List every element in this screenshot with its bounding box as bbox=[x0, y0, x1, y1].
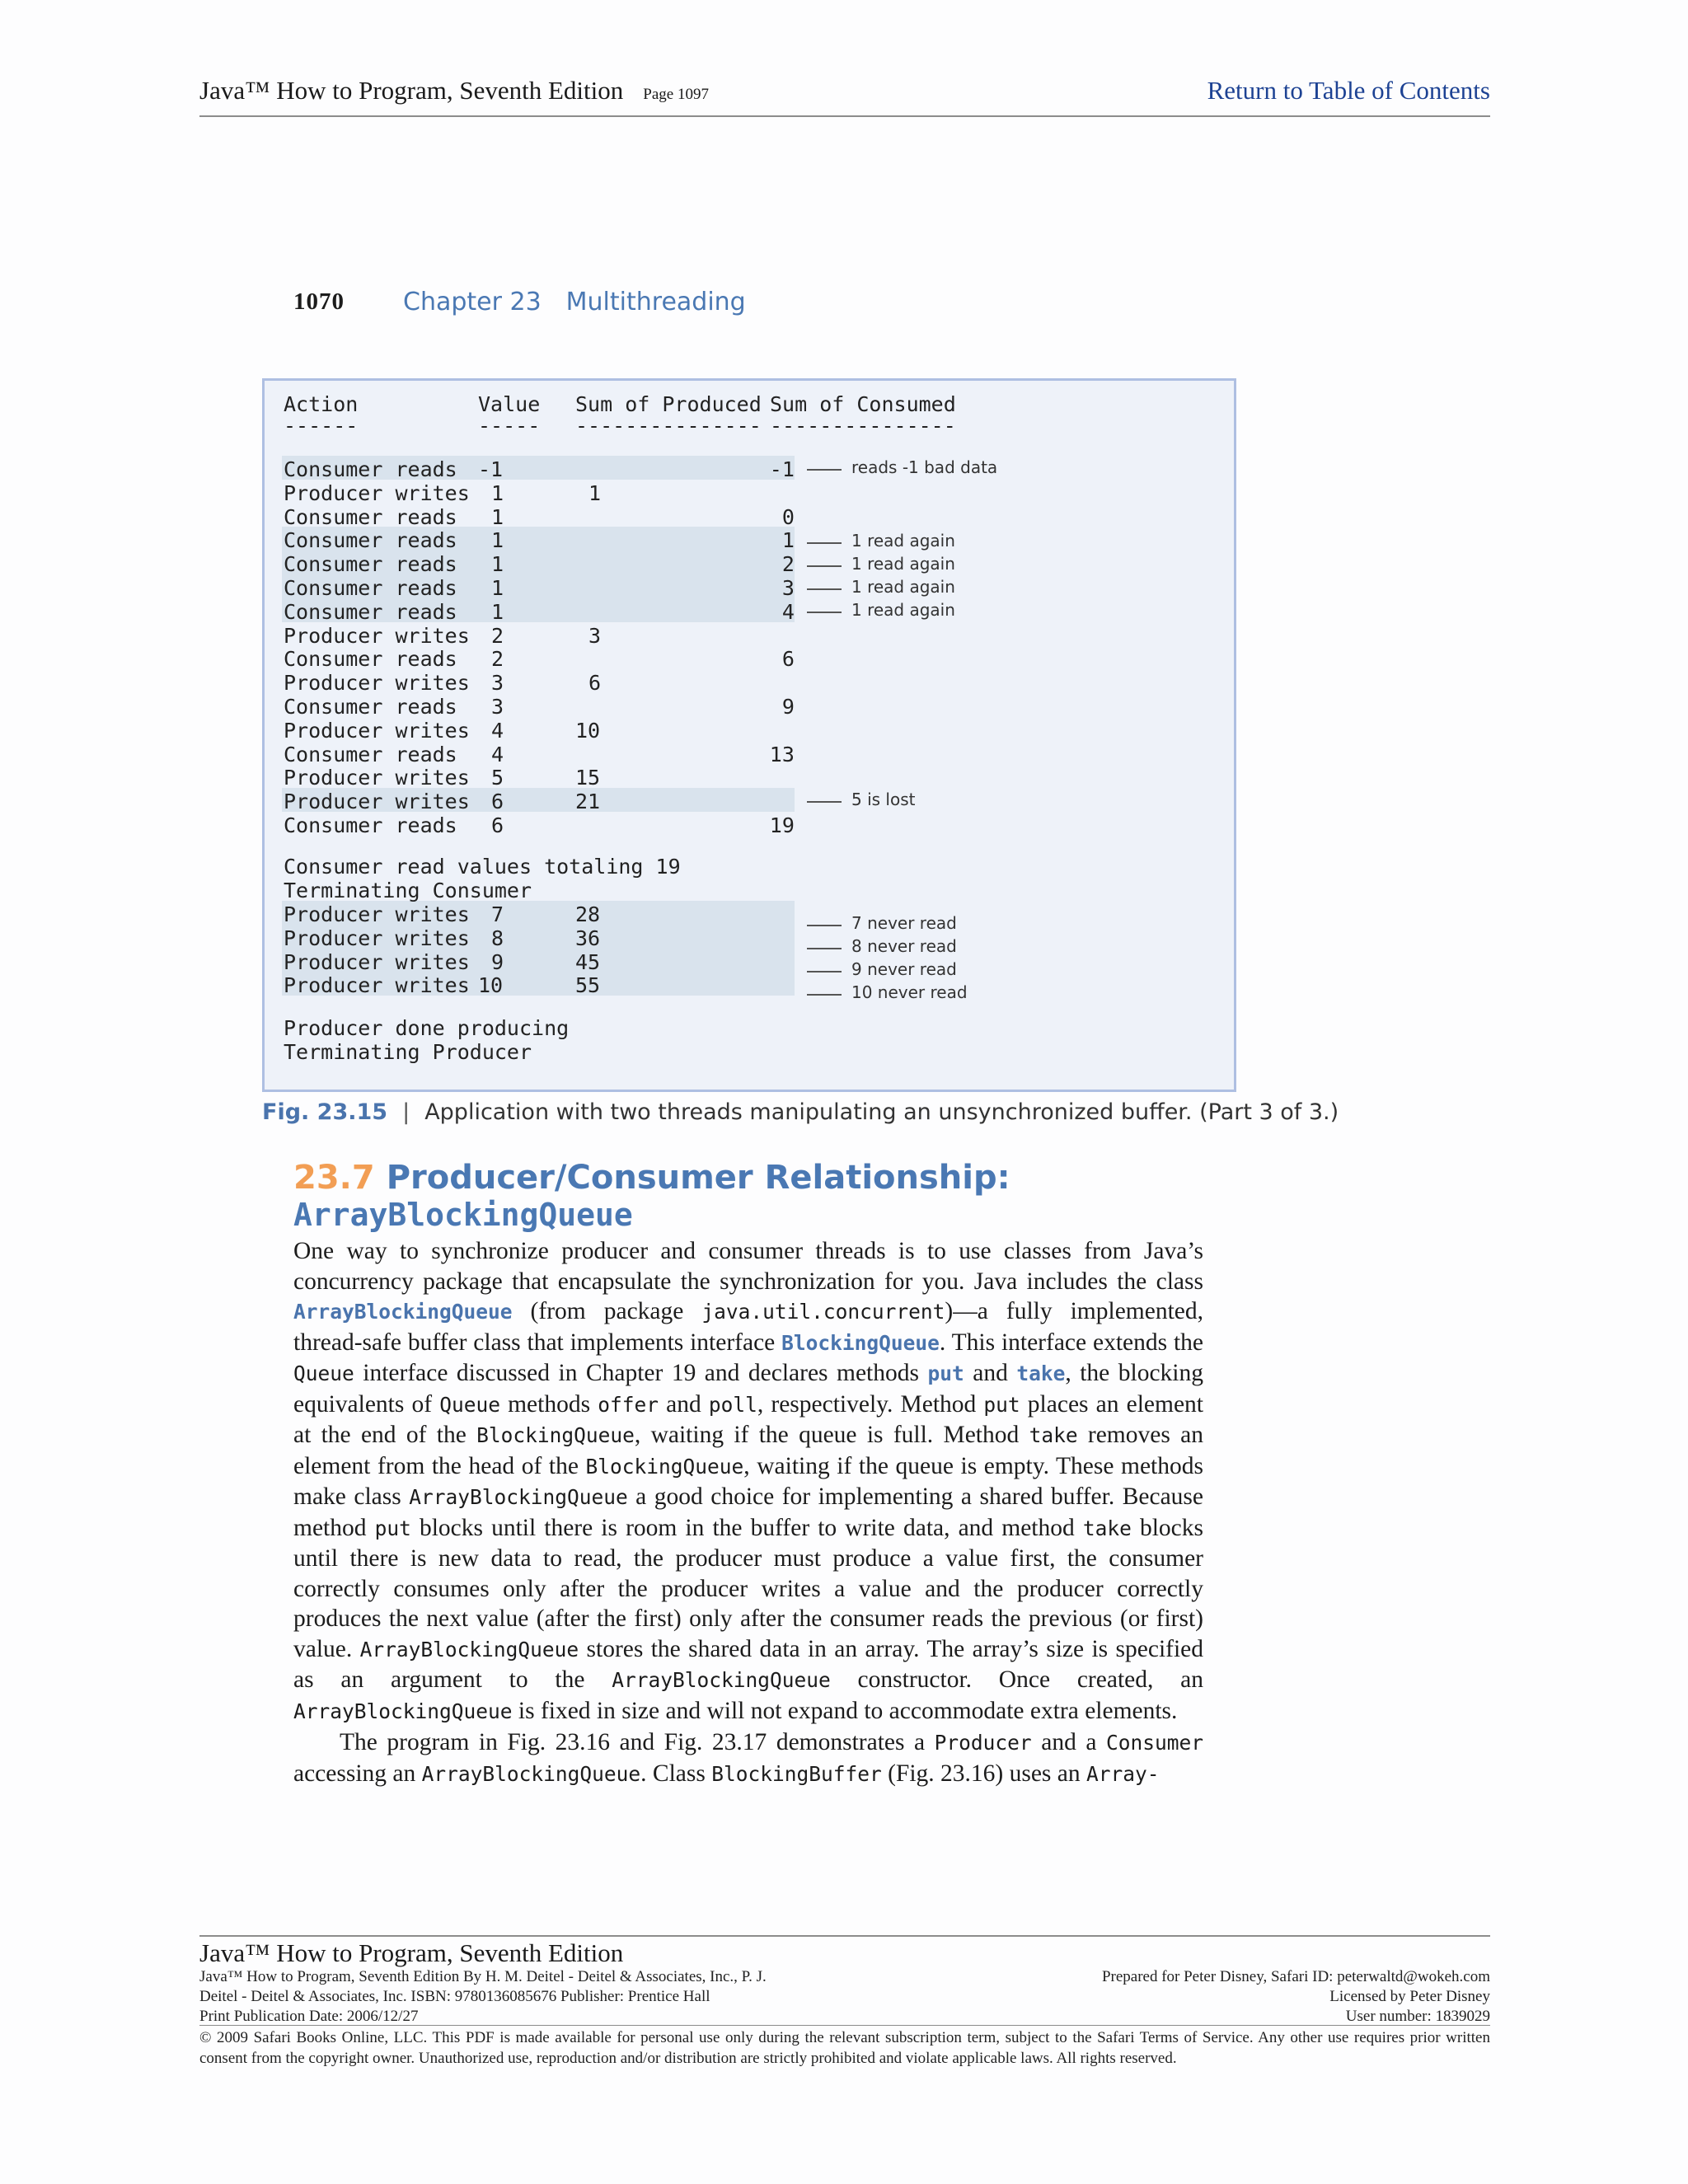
output-sum-consumed: -1 bbox=[769, 457, 795, 481]
inline-code: Producer bbox=[934, 1731, 1032, 1755]
output-value: 1 bbox=[491, 528, 504, 553]
output-sum-produced: 1 bbox=[588, 480, 602, 505]
footer-divider bbox=[199, 1935, 1490, 1937]
footer-license: Licensed by Peter Disney bbox=[1329, 1988, 1490, 2005]
section-code-title: ArrayBlockingQueue bbox=[293, 1197, 633, 1233]
callout-label: 1 read again bbox=[851, 554, 955, 574]
output-value: -1 bbox=[478, 457, 504, 481]
output-value: 2 bbox=[491, 647, 504, 672]
book-title-header bbox=[199, 76, 709, 105]
output-value: 9 bbox=[491, 949, 504, 974]
prose-text: removes an element from the head of the bbox=[293, 1422, 1203, 1479]
output-action: Consumer reads bbox=[284, 599, 457, 624]
output-value: 1 bbox=[491, 576, 504, 600]
callout-line bbox=[807, 588, 842, 590]
code-keyword: put bbox=[927, 1361, 964, 1385]
callout-label: 10 never read bbox=[851, 982, 968, 1002]
output-value: 6 bbox=[491, 813, 504, 837]
section-heading bbox=[293, 1160, 1010, 1195]
column-header: Value bbox=[478, 392, 541, 416]
output-sum-produced: 10 bbox=[575, 718, 601, 743]
callout-label: 8 never read bbox=[851, 936, 957, 956]
output-action: Producer writes bbox=[284, 790, 470, 814]
output-value: 1 bbox=[491, 480, 504, 505]
prose-text: One way to synchronize producer and consumer threads is to use classes from Java’s concurrency package that encapsulate the synchronization for you. Java includes the class bbox=[293, 1238, 1203, 1295]
output-value: 2 bbox=[491, 623, 504, 648]
prose-text: a good choice for implementing a shared buffer. Because method bbox=[293, 1483, 1203, 1541]
output-value: 5 bbox=[491, 766, 504, 790]
output-sum-produced: 55 bbox=[575, 973, 601, 998]
prose-text: , waiting if the queue is empty. These methods make class bbox=[293, 1452, 1203, 1510]
producer-done-line: Producer done producing bbox=[284, 1016, 570, 1040]
page-number: 1070 bbox=[293, 288, 345, 315]
output-sum-consumed: 2 bbox=[781, 552, 795, 577]
output-sum-consumed: 1 bbox=[781, 528, 795, 553]
callout-label: 1 read again bbox=[851, 577, 955, 597]
callout-label: 7 never read bbox=[851, 913, 957, 933]
output-action: Producer writes bbox=[284, 718, 470, 743]
output-action: Consumer reads bbox=[284, 695, 457, 719]
callout-label: 1 read again bbox=[851, 600, 955, 620]
output-action: Producer writes bbox=[284, 973, 470, 998]
output-action: Consumer reads bbox=[284, 647, 457, 672]
output-action: Consumer reads bbox=[284, 457, 457, 481]
book-title: Java™ How to Program, Seventh Edition bbox=[199, 76, 624, 105]
output-action: Consumer reads bbox=[284, 813, 457, 837]
output-sum-consumed: 0 bbox=[781, 504, 795, 529]
chapter-heading bbox=[403, 288, 746, 316]
prose-text: places an element at the end of the bbox=[293, 1390, 1204, 1448]
inline-code: take bbox=[1029, 1423, 1078, 1447]
footer-copyright: © 2009 Safari Books Online, LLC. This PDF is made available for personal use only during the relevant subscription term, subject to the Safari Terms of Service. Any other use requires prior written consent from the copyright owner. Unauthorized use, reproduction and/or distribution are strictly prohibited and violate applicable laws. All rights reserved. bbox=[199, 2029, 1490, 2067]
column-underline: ------ bbox=[284, 414, 359, 438]
footer-prepared-for: Prepared for Peter Disney, Safari ID: peterwaltd@wokeh.com bbox=[1101, 1968, 1490, 1985]
prose-text: The program in Fig. 23.16 and Fig. 23.17 demonstrates a bbox=[340, 1729, 935, 1755]
output-action: Consumer reads bbox=[284, 528, 457, 553]
inline-code: put bbox=[983, 1392, 1020, 1417]
output-value: 10 bbox=[478, 973, 504, 998]
figure-label: Fig. 23.15 bbox=[262, 1099, 388, 1125]
section-number: 23.7 bbox=[293, 1159, 375, 1197]
footer-divider-2 bbox=[199, 2025, 1490, 2026]
callout-line bbox=[807, 565, 842, 567]
inline-code: BlockingBuffer bbox=[711, 1761, 882, 1786]
output-action: Consumer reads bbox=[284, 576, 457, 600]
code-keyword: BlockingQueue bbox=[781, 1330, 940, 1355]
output-action: Producer writes bbox=[284, 480, 470, 505]
inline-code: BlockingQueue bbox=[476, 1423, 635, 1447]
column-underline: --------------- bbox=[770, 414, 956, 438]
output-action: Consumer reads bbox=[284, 552, 457, 577]
figure-caption bbox=[262, 1099, 1339, 1125]
footer-book-title: Java™ How to Program, Seventh Edition bbox=[199, 1938, 624, 1967]
prose-text: , respectively. Method bbox=[757, 1390, 984, 1418]
output-sum-consumed: 19 bbox=[769, 813, 795, 837]
output-value: 3 bbox=[491, 671, 504, 696]
prose-text: . This interface extends the bbox=[939, 1329, 1203, 1356]
output-value: 6 bbox=[491, 790, 504, 814]
column-header: Sum of Produced bbox=[575, 392, 762, 416]
inline-code: java.util.concurrent bbox=[701, 1300, 945, 1324]
column-header: Sum of Consumed bbox=[770, 392, 956, 416]
prose-text: , waiting if the queue is full. Method bbox=[634, 1422, 1029, 1448]
output-sum-consumed: 4 bbox=[781, 599, 795, 624]
prose-text: and bbox=[658, 1390, 709, 1418]
prose-text: is fixed in size and will not expand to accommodate extra elements. bbox=[512, 1697, 1178, 1724]
prose-text: methods bbox=[499, 1390, 598, 1418]
output-sum-produced: 3 bbox=[588, 623, 602, 648]
prose-text: )—a fully implemented, thread-safe buffer class that implements interface bbox=[293, 1298, 1203, 1356]
header-divider bbox=[199, 115, 1490, 117]
column-header: Action bbox=[284, 392, 359, 416]
prose-text: , the blocking equivalents of bbox=[293, 1360, 1204, 1418]
output-value: 1 bbox=[491, 504, 504, 529]
code-keyword: ArrayBlockingQueue bbox=[293, 1300, 513, 1324]
callout-label: 5 is lost bbox=[851, 790, 916, 809]
output-action: Producer writes bbox=[284, 766, 470, 790]
table-of-contents-link[interactable]: Return to Table of Contents bbox=[1207, 76, 1490, 105]
body-paragraph-2 bbox=[293, 1727, 1203, 1789]
prose-text: constructor. Once created, an bbox=[830, 1666, 1203, 1693]
output-value: 4 bbox=[491, 742, 504, 766]
output-sum-produced: 15 bbox=[575, 766, 601, 790]
consumer-total-line: Consumer read values totaling 19 bbox=[284, 855, 681, 879]
callout-label: 9 never read bbox=[851, 959, 957, 979]
terminating-producer-line: Terminating Producer bbox=[284, 1040, 532, 1064]
callout-line bbox=[807, 612, 842, 613]
output-value: 1 bbox=[491, 552, 504, 577]
inline-code: offer bbox=[598, 1392, 659, 1417]
prose-text: blocks until there is room in the buffer to write data, and method bbox=[410, 1514, 1083, 1541]
chapter-label: Chapter 23 bbox=[403, 288, 542, 316]
callout-line bbox=[807, 994, 842, 996]
callout-line bbox=[807, 801, 842, 803]
code-keyword: take bbox=[1016, 1361, 1066, 1385]
output-action: Producer writes bbox=[284, 671, 470, 696]
output-action: Consumer reads bbox=[284, 742, 457, 766]
page-label: Page 1097 bbox=[643, 86, 709, 103]
prose-text: accessing an bbox=[293, 1760, 422, 1787]
caption-text: Application with two threads manipulating an unsynchronized buffer. (Part 3 of 3.) bbox=[424, 1099, 1339, 1125]
callout-line bbox=[807, 948, 842, 949]
inline-code: ArrayBlockingQueue bbox=[293, 1699, 513, 1723]
section-title: Producer/Consumer Relationship: bbox=[386, 1159, 1010, 1197]
output-action: Producer writes bbox=[284, 623, 470, 648]
output-sum-produced: 45 bbox=[575, 949, 601, 974]
column-underline: ----- bbox=[478, 414, 541, 438]
inline-code: BlockingQueue bbox=[585, 1454, 744, 1479]
output-sum-consumed: 3 bbox=[781, 576, 795, 600]
output-value: 1 bbox=[491, 599, 504, 624]
terminating-consumer-line: Terminating Consumer bbox=[284, 879, 532, 902]
callout-line bbox=[807, 469, 842, 471]
output-action: Producer writes bbox=[284, 902, 470, 926]
output-sum-produced: 28 bbox=[575, 902, 601, 926]
callout-line bbox=[807, 971, 842, 972]
inline-code: Queue bbox=[293, 1361, 354, 1385]
inline-code: ArrayBlockingQueue bbox=[612, 1668, 831, 1692]
prose-text: (Fig. 23.16) uses an bbox=[881, 1760, 1086, 1787]
prose-text: stores the shared data in an array. The array’s size is specified as an argument to the bbox=[293, 1635, 1203, 1693]
output-sum-produced: 21 bbox=[575, 790, 601, 814]
prose-text: interface discussed in Chapter 19 and declares methods bbox=[354, 1360, 928, 1386]
footer-isbn: Deitel - Deitel & Associates, Inc. ISBN: 9780136085676 Publisher: Prentice Hall bbox=[199, 1988, 710, 2005]
footer-pub-date: Print Publication Date: 2006/12/27 bbox=[199, 2008, 419, 2025]
prose-text: and bbox=[964, 1360, 1017, 1386]
callout-line bbox=[807, 925, 842, 926]
footer-byline: Java™ How to Program, Seventh Edition By H. M. Deitel - Deitel & Associates, Inc., P. J. bbox=[199, 1968, 767, 1985]
prose-text: and a bbox=[1031, 1729, 1106, 1755]
output-value: 8 bbox=[491, 926, 504, 950]
callout-label: 1 read again bbox=[851, 531, 955, 551]
output-sum-produced: 6 bbox=[588, 671, 602, 696]
inline-code: put bbox=[374, 1516, 411, 1540]
callout-label: reads -1 bad data bbox=[851, 457, 998, 477]
output-sum-consumed: 6 bbox=[781, 647, 795, 672]
output-value: 4 bbox=[491, 718, 504, 743]
inline-code: poll bbox=[708, 1392, 757, 1417]
output-sum-consumed: 9 bbox=[781, 695, 795, 719]
output-sum-produced: 36 bbox=[575, 926, 601, 950]
prose-text: (from package bbox=[512, 1298, 702, 1324]
inline-code: ArrayBlockingQueue bbox=[421, 1761, 641, 1786]
column-underline: --------------- bbox=[575, 414, 762, 438]
inline-code: ArrayBlockingQueue bbox=[409, 1485, 628, 1509]
inline-code: Consumer bbox=[1106, 1731, 1204, 1755]
caption-separator: | bbox=[402, 1099, 410, 1125]
output-action: Producer writes bbox=[284, 926, 470, 950]
output-action: Consumer reads bbox=[284, 504, 457, 529]
inline-code: Array- bbox=[1086, 1761, 1160, 1786]
inline-code: Queue bbox=[439, 1392, 500, 1417]
output-sum-consumed: 13 bbox=[769, 742, 795, 766]
inline-code: take bbox=[1082, 1516, 1132, 1540]
footer-user-number: User number: 1839029 bbox=[1345, 2008, 1490, 2025]
output-value: 7 bbox=[491, 902, 504, 926]
inline-code: ArrayBlockingQueue bbox=[359, 1637, 579, 1661]
output-action: Producer writes bbox=[284, 949, 470, 974]
chapter-title: Multithreading bbox=[565, 288, 746, 316]
prose-text: blocks until there is new data to read, the producer must produce a value first, the consumer correctly consumes only after the producer writes a value and the producer correctly produces the next value (after the first) only after the consumer reads the previous (or first) value. bbox=[293, 1514, 1203, 1662]
body-paragraph-1 bbox=[293, 1236, 1203, 1727]
callout-line bbox=[807, 542, 842, 544]
prose-text: . Class bbox=[640, 1760, 712, 1787]
output-value: 3 bbox=[491, 695, 504, 719]
